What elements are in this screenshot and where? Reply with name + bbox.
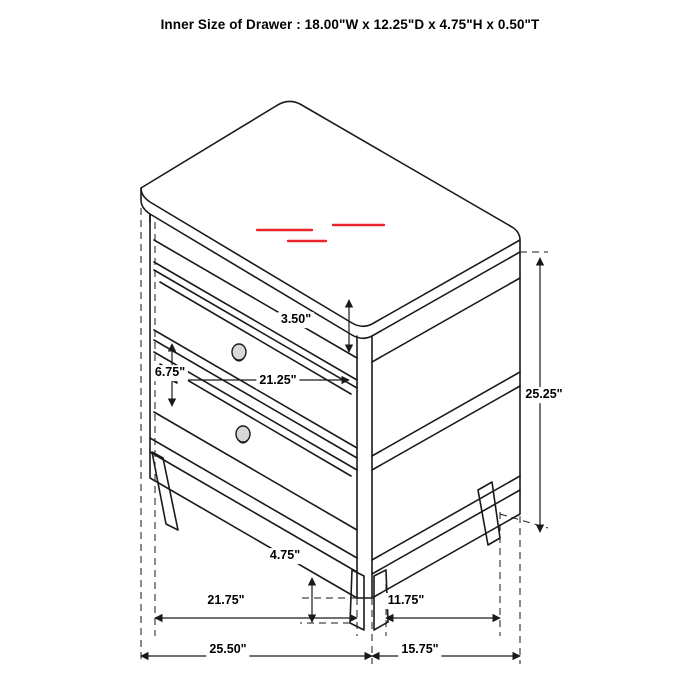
dim-label-overall-height: 25.25" <box>522 387 565 403</box>
dim-label-overall-width: 25.50" <box>206 642 249 658</box>
dim-label-lower-drawer-height: 6.75" <box>152 365 188 381</box>
dim-label-drawer-front-width: 21.25" <box>256 373 299 389</box>
open-shelf-bottom-line <box>154 262 357 380</box>
knob-lower <box>236 426 250 442</box>
dim-label-drawer-front-height: 3.50" <box>278 312 314 328</box>
dim-label-side-depth: 11.75" <box>385 593 428 609</box>
top-surface-edge <box>141 188 520 326</box>
extension-lines <box>141 196 548 664</box>
side-mid-guide <box>372 372 520 456</box>
dim-label-front-width: 21.75" <box>204 593 247 609</box>
accent-marks <box>257 225 384 241</box>
furniture-outline <box>141 101 520 630</box>
side-upper-guide <box>372 278 520 362</box>
right-side-panel <box>372 252 520 598</box>
side-mid-guide-2 <box>372 386 520 470</box>
dimension-arrows <box>141 258 540 656</box>
mid-rail-top <box>154 340 357 458</box>
bottom-apron-line <box>150 438 357 558</box>
dim-label-overall-depth: 15.75" <box>398 642 441 658</box>
leg-front-left <box>152 452 178 530</box>
top-panel <box>141 101 520 338</box>
side-lower-guide-2 <box>372 490 520 574</box>
knob-upper <box>232 344 246 360</box>
dim-label-leg-height: 4.75" <box>267 548 303 564</box>
page-title: Inner Size of Drawer : 18.00"W x 12.25"D x 4.75"H x 0.50"T <box>160 17 540 32</box>
open-shelf-top-line <box>154 240 357 358</box>
